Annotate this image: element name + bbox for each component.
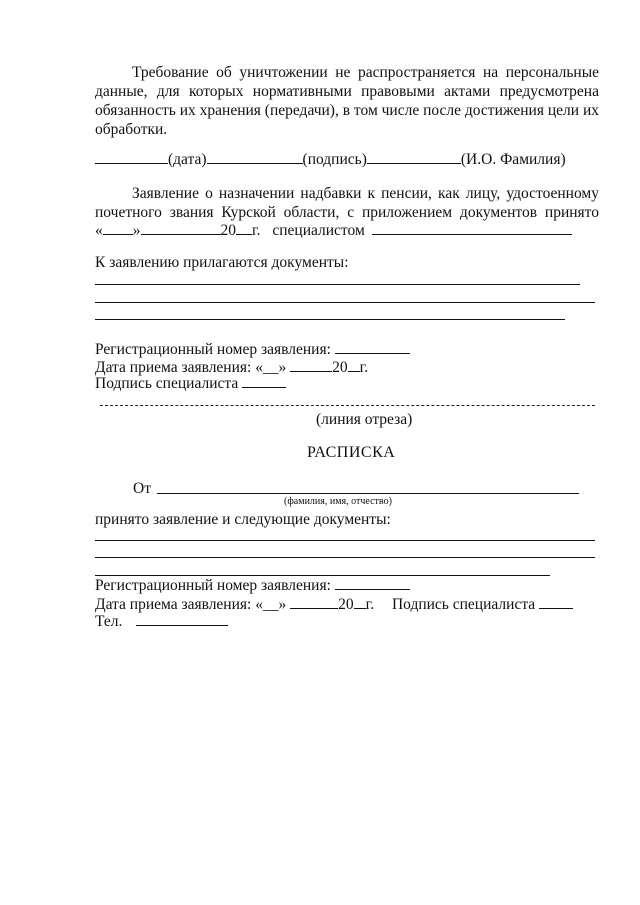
year-suffix: г. [252,222,261,239]
receipt-document-line[interactable] [95,540,595,541]
receipt-title: РАСПИСКА [307,444,396,461]
signature-blank[interactable] [207,162,303,164]
receipt-phone-blank[interactable] [136,624,228,626]
date-caption: (дата) [168,151,207,168]
application-line-2: почетного звания Курской области, с приложением документов принято [95,204,599,221]
registration-number-row [95,342,410,358]
month-blank[interactable] [141,233,221,235]
registration-year-blank[interactable] [348,370,360,372]
receipt-date-label: Дата приема заявления: [95,596,252,613]
receipt-date-row [95,597,573,613]
registration-signature-blank[interactable] [242,386,286,388]
receipt-number-blank[interactable] [335,588,410,590]
registration-signature-row [95,376,286,392]
receipt-year-suffix: г. [365,596,375,613]
signature-caption: (подпись) [302,151,367,168]
registration-date-row [95,360,368,376]
attachment-line[interactable] [95,302,595,303]
registration-number-label: Регистрационный номер заявления: [95,341,331,358]
registration-date-quotes: «__» [255,359,287,376]
day-blank[interactable] [103,233,133,235]
receipt-phone-label: Тел. [95,613,123,630]
cut-line-label: (линия отреза) [316,411,413,428]
signature-row [95,152,566,168]
notice-line-2: данные, для которых нормативными правовыми актами предусмотрена [95,83,599,100]
receipt-from-caption: (фамилия, имя, отчество) [284,496,392,507]
name-blank[interactable] [367,162,461,164]
application-line-3 [95,223,572,239]
notice-line-4: обработки. [95,121,168,138]
notice-line-1: Требование об уничтожении не распространяется на персональные [132,64,599,81]
quote-open: « [95,222,103,239]
application-line-1: Заявление о назначении надбавки к пенсии, как лицу, удостоенному [132,185,599,202]
registration-signature-label: Подпись специалиста [95,375,239,392]
registration-month-blank[interactable] [290,370,332,372]
receipt-number-row [95,578,410,594]
cut-line [100,405,595,406]
year-prefix: 20 [220,222,236,239]
receipt-phone-row [95,614,228,630]
receipt-document-line[interactable] [95,557,595,558]
specialist-label: специалистом [272,222,365,239]
receipt-signature-label: Подпись специалиста [391,596,536,613]
year-blank[interactable] [236,233,252,235]
receipt-number-label: Регистрационный номер заявления: [95,577,331,594]
receipt-year-blank[interactable] [354,607,366,609]
receipt-year-prefix: 20 [338,596,354,613]
notice-line-3: обязанность их хранения (передачи), в том числе после достижения цели их [95,102,599,119]
receipt-from-label: От [133,480,151,497]
registration-date-label: Дата приема заявления: [95,359,252,376]
registration-year-prefix: 20 [332,359,348,376]
attachment-line[interactable] [95,319,565,320]
attachments-title: К заявлению прилагаются документы: [95,254,349,271]
receipt-signature-blank[interactable] [539,607,573,609]
date-blank[interactable] [95,162,168,164]
receipt-document-line[interactable] [95,575,550,576]
receipt-accepted-text: принято заявление и следующие документы: [95,511,391,528]
receipt-date-quotes: «__» [255,596,287,613]
receipt-month-blank[interactable] [290,607,338,609]
receipt-from-blank[interactable] [157,493,579,494]
registration-number-blank[interactable] [335,352,410,354]
name-caption: (И.О. Фамилия) [460,151,566,168]
attachment-line[interactable] [95,284,580,285]
specialist-blank[interactable] [372,233,572,235]
quote-close: » [132,222,141,239]
registration-year-suffix: г. [359,359,369,376]
